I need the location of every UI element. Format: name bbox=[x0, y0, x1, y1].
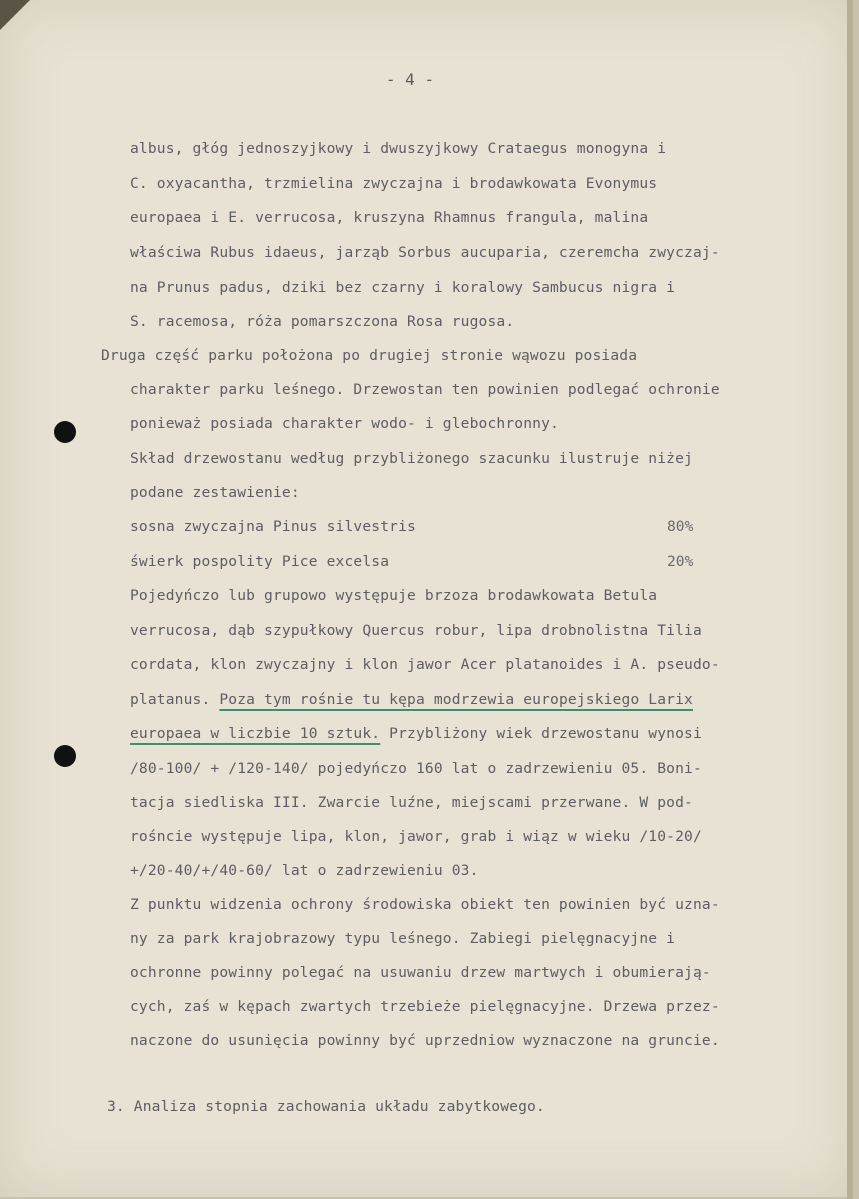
page-number: - 4 - bbox=[385, 70, 435, 89]
percent-pine: 80% bbox=[667, 518, 694, 535]
text-line: albus, głóg jednoszyjkowy i dwuszyjkowy Crataegus monogyna i bbox=[130, 140, 667, 157]
text-line: +/20-40/+/40-60/ lat o zadrzewieniu 03. bbox=[130, 862, 479, 879]
text-line: podane zestawienie: bbox=[130, 484, 300, 501]
text-segment: platanus. bbox=[130, 691, 220, 708]
text-line: Skład drzewostanu według przybliżonego szacunku ilustruje niżej bbox=[130, 450, 693, 467]
folded-corner bbox=[0, 0, 30, 30]
underlined-phrase: Poza tym rośnie tu kępa modrzewia europejskiego Larix bbox=[219, 691, 693, 708]
text-line: verrucosa, dąb szypułkowy Quercus robur, lipa drobnolistna Tilia bbox=[130, 622, 702, 639]
punch-hole-bottom bbox=[54, 745, 76, 767]
page-edge bbox=[847, 0, 853, 1199]
text-line: na Prunus padus, dziki bez czarny i koralowy Sambucus nigra i bbox=[130, 279, 676, 296]
text-line: naczone do usunięcia powinny być uprzedniow wyznaczone na gruncie. bbox=[130, 1032, 720, 1049]
text-line: S. racemosa, róża pomarszczona Rosa rugosa. bbox=[130, 313, 515, 330]
text-line: C. oxyacantha, trzmielina zwyczajna i brodawkowata Evonymus bbox=[130, 175, 658, 192]
species-pine: sosna zwyczajna Pinus silvestris bbox=[130, 518, 416, 535]
text-line: rośncie występuje lipa, klon, jawor, grab i wiąz w wieku /10-20/ bbox=[130, 828, 702, 845]
text-line: właściwa Rubus idaeus, jarząb Sorbus aucuparia, czeremcha zwyczaj- bbox=[130, 244, 720, 261]
text-line: ponieważ posiada charakter wodo- i glebochronny. bbox=[130, 415, 559, 432]
text-line: Z punktu widzenia ochrony środowiska obiekt ten powinien być uzna- bbox=[130, 896, 720, 913]
text-line bbox=[130, 691, 693, 708]
text-line: cordata, klon zwyczajny i klon jawor Acer platanoides i A. pseudo- bbox=[130, 656, 720, 673]
text-line: charakter parku leśnego. Drzewostan ten powinien podlegać ochronie bbox=[130, 381, 720, 398]
text-line: Pojedyńczo lub grupowo występuje brzoza brodawkowata Betula bbox=[130, 587, 658, 604]
punch-hole-top bbox=[54, 421, 76, 443]
text-line: tacja siedliska III. Zwarcie luźne, miejscami przerwane. W pod- bbox=[130, 794, 693, 811]
text-line: cych, zaś w kępach zwartych trzebieże pielęgnacyjne. Drzewa przez- bbox=[130, 998, 720, 1015]
text-line: /80-100/ + /120-140/ pojedyńczo 160 lat o zadrzewieniu 05. Boni- bbox=[130, 760, 702, 777]
percent-spruce: 20% bbox=[667, 553, 694, 570]
underlined-phrase: europaea w liczbie 10 sztuk. bbox=[130, 725, 381, 742]
text-segment: Przybliżony wiek drzewostanu wynosi bbox=[380, 725, 702, 742]
text-line: ochronne powinny polegać na usuwaniu drzew martwych i obumierają- bbox=[130, 964, 711, 981]
species-spruce: świerk pospolity Pice excelsa bbox=[130, 553, 390, 570]
text-line: europaea i E. verrucosa, kruszyna Rhamnus frangula, malina bbox=[130, 209, 649, 226]
text-line: ny za park krajobrazowy typu leśnego. Zabiegi pielęgnacyjne i bbox=[130, 930, 676, 947]
text-line: Druga część parku położona po drugiej stronie wąwozu posiada bbox=[101, 347, 638, 364]
section-heading: 3. Analiza stopnia zachowania układu zabytkowego. bbox=[107, 1098, 545, 1115]
text-line bbox=[130, 725, 702, 742]
